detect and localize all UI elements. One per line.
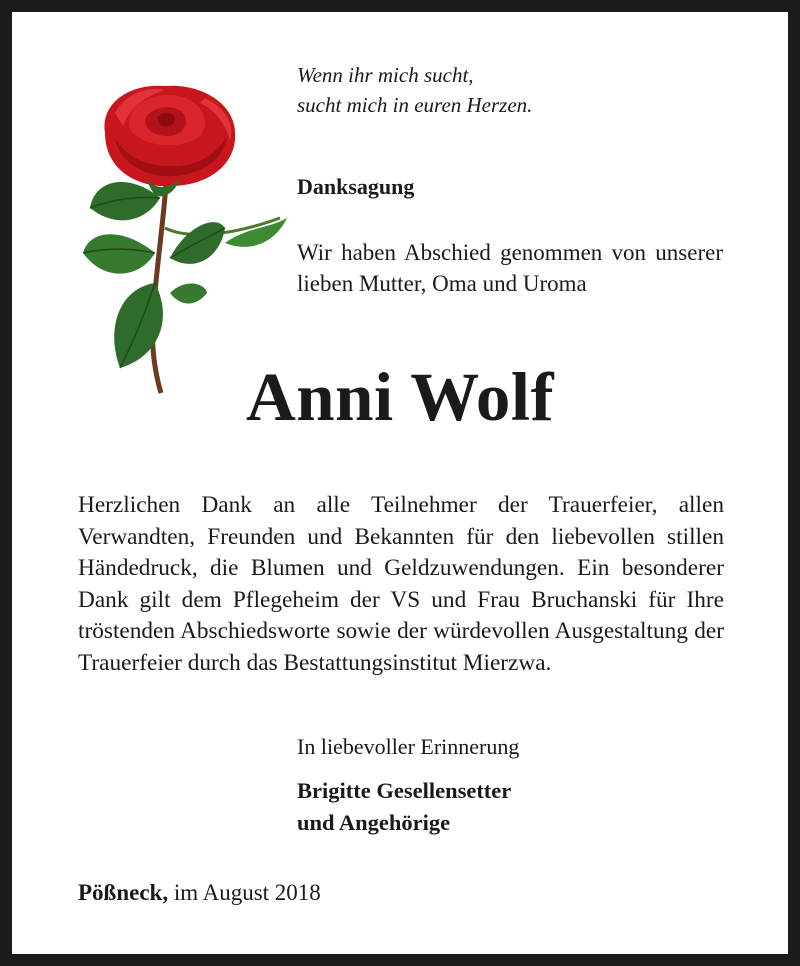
quote-line-2: sucht mich in euren Herzen. [297,93,533,117]
signers [297,775,511,839]
place-city: Pößneck, [78,880,169,905]
thanks-paragraph: Herzlichen Dank an alle Teilnehmer der Trauerfeier, allen Verwandten, Freunden und Bekannten für den liebevollen stillen Händedruck, die Blumen und Geldzuwendungen. Ein besonderer Dank gilt dem Pflegeheim der VS und Frau Bruchanski für Ihre tröstenden Abschiedsworte sowie der würdevollen Ausgestaltung der Trauerfeier durch das Bestattungsinstitut Mierzwa. [78,492,724,676]
intro-paragraph: Wir haben Abschied genommen von unserer lieben Mutter, Oma und Uroma [297,240,723,296]
deceased-name: Anni Wolf [245,359,555,435]
signer-line-2: und Angehörige [297,810,451,835]
memorial-quote [297,60,737,120]
red-rose-icon [75,78,295,398]
place-date: im August 2018 [173,880,321,905]
signer-line-1: Brigitte Gesellensetter [297,778,512,803]
place-and-date [78,880,321,906]
quote-line-1: Wenn ihr mich sucht, [297,63,474,87]
closing-phrase: In liebevoller Erinnerung [297,734,520,759]
notice-heading: Danksagung [297,174,415,199]
